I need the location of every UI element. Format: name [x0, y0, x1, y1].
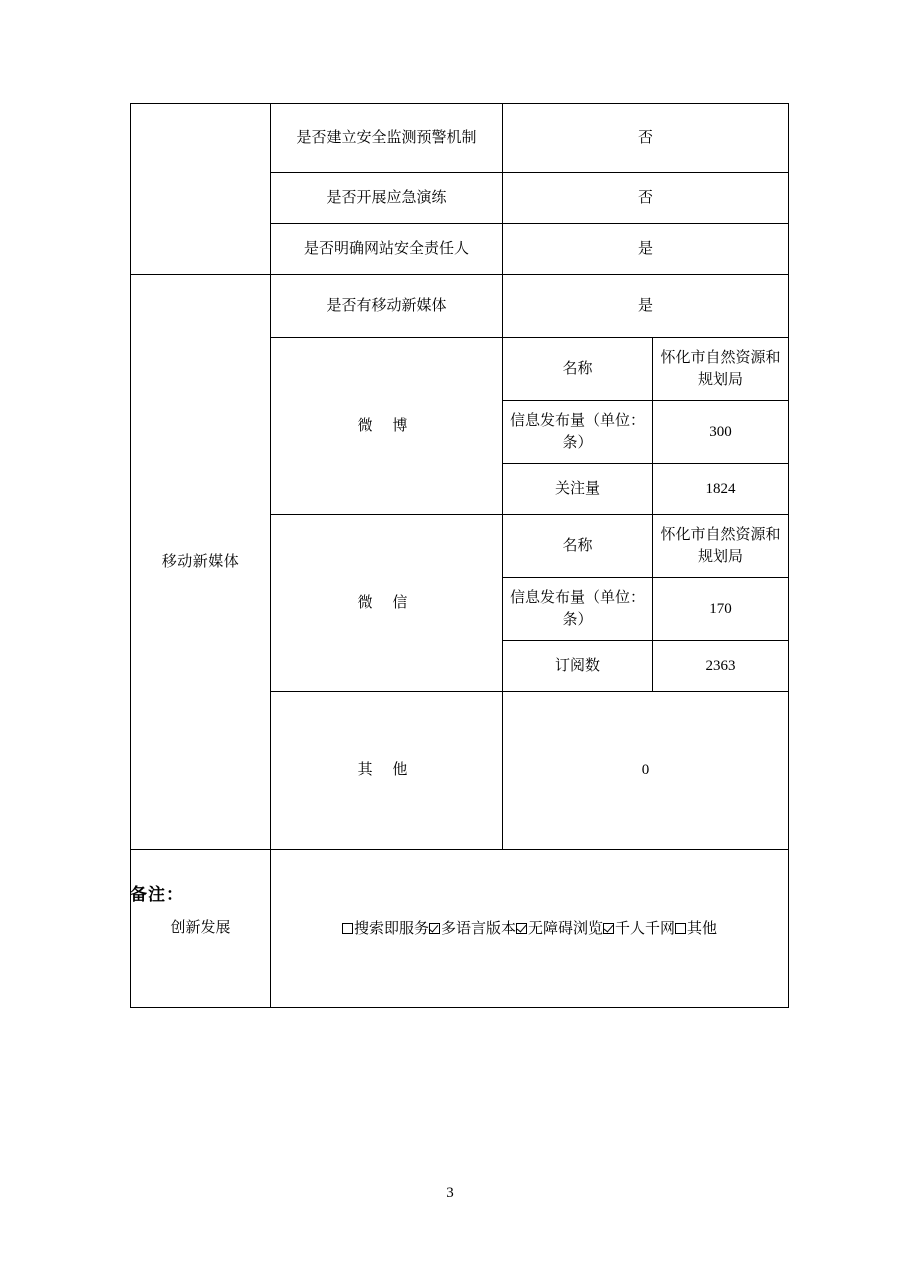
- emergency-drill-label: 是否开展应急演练: [271, 173, 503, 224]
- innovation-option-label: 搜索即服务: [353, 920, 429, 937]
- weixin-subscribe-value: 2363: [653, 641, 789, 692]
- remark-label: 备注：: [130, 885, 184, 904]
- innovation-option-label: 千人千网: [615, 920, 676, 937]
- innovation-option[interactable]: [675, 921, 717, 937]
- weibo-name-label: 名称: [503, 338, 653, 401]
- innovation-option[interactable]: [603, 921, 675, 937]
- other-media-label: 其 他: [271, 692, 503, 850]
- innovation-option[interactable]: [516, 921, 603, 937]
- innovation-option-label: 多语言版本: [440, 920, 516, 937]
- weibo-publish-label: 信息发布量（单位：条）: [503, 401, 653, 464]
- innovation-option[interactable]: [429, 921, 516, 937]
- table-row: [131, 104, 789, 173]
- checkbox-checked-icon[interactable]: [516, 923, 527, 934]
- security-warning-value: 否: [503, 104, 789, 173]
- weixin-publish-value: 170: [653, 578, 789, 641]
- weibo-label: 微 博: [271, 338, 503, 515]
- has-mobile-media-value: 是: [503, 275, 789, 338]
- website-report-table: [130, 103, 789, 1008]
- innovation-option[interactable]: [342, 921, 429, 937]
- security-section-blank: [131, 104, 271, 275]
- checkbox-checked-icon[interactable]: [603, 923, 614, 934]
- emergency-drill-value: 否: [503, 173, 789, 224]
- security-warning-label: 是否建立安全监测预警机制: [271, 104, 503, 173]
- checkbox-checked-icon[interactable]: [429, 923, 440, 934]
- weixin-name-value: 怀化市自然资源和规划局: [653, 515, 789, 578]
- innovation-options-cell: [271, 850, 789, 1008]
- table-row: [131, 275, 789, 338]
- weixin-name-label: 名称: [503, 515, 653, 578]
- mobile-media-label: 移动新媒体: [131, 275, 271, 850]
- innovation-option-label: 无障碍浏览: [528, 920, 604, 937]
- weibo-publish-value: 300: [653, 401, 789, 464]
- table-row: [131, 850, 789, 1008]
- other-media-value: 0: [503, 692, 789, 850]
- checkbox-icon[interactable]: [675, 923, 686, 934]
- weixin-subscribe-label: 订阅数: [503, 641, 653, 692]
- weixin-publish-label: 信息发布量（单位：条）: [503, 578, 653, 641]
- weibo-follow-label: 关注量: [503, 464, 653, 515]
- innovation-label: 创新发展: [131, 850, 271, 1008]
- security-officer-label: 是否明确网站安全责任人: [271, 224, 503, 275]
- security-officer-value: 是: [503, 224, 789, 275]
- weibo-name-value: 怀化市自然资源和规划局: [653, 338, 789, 401]
- weibo-follow-value: 1824: [653, 464, 789, 515]
- weixin-label: 微 信: [271, 515, 503, 692]
- has-mobile-media-label: 是否有移动新媒体: [271, 275, 503, 338]
- checkbox-icon[interactable]: [342, 923, 353, 934]
- page-number: 3: [446, 1185, 454, 1201]
- innovation-options-list: [275, 917, 784, 941]
- innovation-option-label: 其他: [687, 920, 718, 937]
